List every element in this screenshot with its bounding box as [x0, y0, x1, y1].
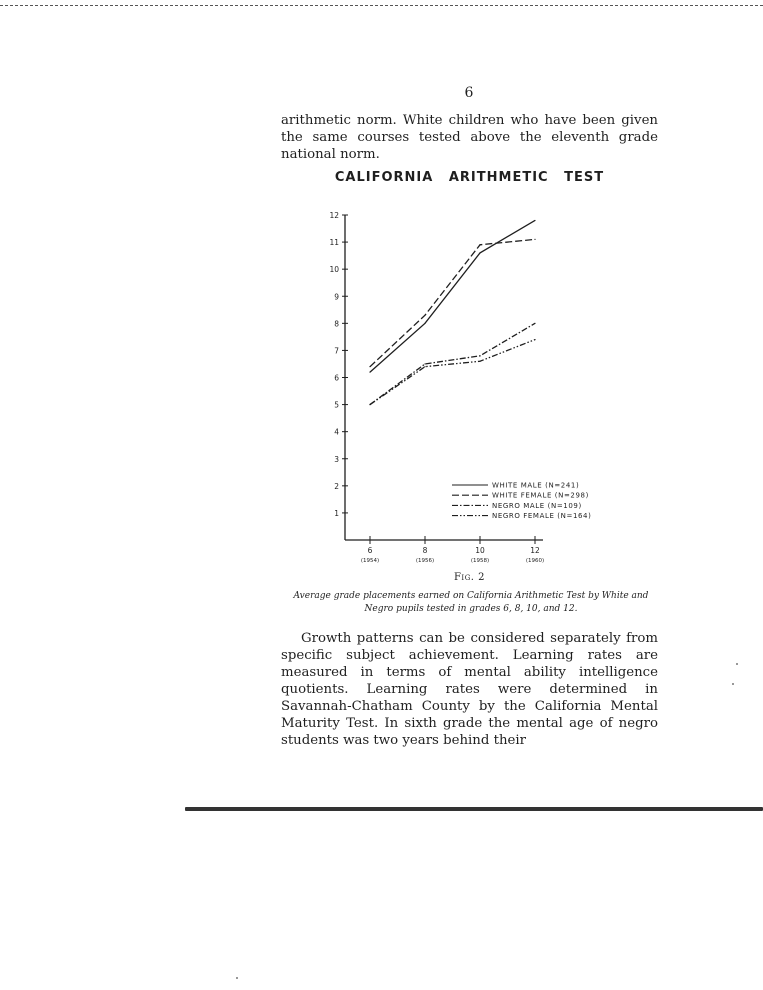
data-point — [369, 371, 370, 372]
chart-axes — [329, 211, 544, 564]
y-tick-label: 9 — [334, 292, 339, 302]
y-tick-label: 8 — [334, 319, 339, 329]
chart-legend — [452, 482, 591, 521]
data-point — [479, 355, 480, 356]
speck — [732, 683, 734, 685]
figure-label: Fig. 2 — [453, 572, 485, 583]
x-tick-label: 12 — [530, 546, 540, 555]
chart-title: CALIFORNIA ARITHMETIC TEST — [334, 170, 605, 185]
y-tick-label: 6 — [334, 373, 339, 383]
y-tick-label: 4 — [334, 427, 339, 437]
data-point — [424, 323, 425, 324]
x-tick-sublabel: (1954) — [360, 558, 380, 564]
speck — [736, 663, 738, 665]
figure-caption: Average grade placements earned on California Arithmetic Test by White and Negro pupils tested in grades 6, 8, 10, and 12. — [293, 591, 649, 614]
legend-label-2: WHITE FEMALE (N=298) — [492, 491, 589, 500]
y-tick-label: 11 — [329, 238, 339, 248]
data-point — [424, 366, 425, 367]
y-tick-label: 7 — [334, 346, 339, 356]
x-tick-sublabel: (1960) — [525, 558, 545, 564]
data-point — [479, 252, 480, 253]
paragraph-bottom: Growth patterns can be considered separately from specific subject achievement. Learning rates are measured in terms of mental ability intelligence quotients. Learning rates were determined in Savannah-Chatham County by the California Mental Maturity Test. In sixth grade the mental age of negro students was two years behind their — [281, 631, 658, 748]
data-point — [424, 315, 425, 316]
data-point — [479, 244, 480, 245]
x-tick-label: 10 — [475, 546, 485, 555]
y-tick-label: 12 — [329, 211, 339, 220]
y-tick-label: 10 — [329, 265, 339, 275]
data-point — [534, 339, 535, 340]
data-point — [424, 363, 425, 364]
x-tick-sublabel: (1956) — [415, 558, 435, 564]
y-tick-label: 2 — [334, 481, 339, 491]
data-point — [534, 323, 535, 324]
legend-label-1: WHITE MALE (N=241) — [492, 481, 580, 490]
data-point — [534, 220, 535, 221]
x-tick-sublabel: (1958) — [470, 558, 490, 564]
speck — [236, 977, 238, 979]
legend-label-4: NEGRO FEMALE (N=164) — [492, 512, 592, 521]
data-point — [369, 366, 370, 367]
paragraph-top: arithmetic norm. White children who have been given the same courses tested above the eleventh grade national norm. — [281, 113, 658, 162]
top-border — [0, 0, 763, 6]
x-tick-label: 8 — [422, 546, 428, 555]
y-tick-label: 5 — [334, 400, 339, 410]
y-tick-label: 1 — [334, 508, 339, 518]
data-point — [369, 404, 370, 405]
y-tick-label: 3 — [334, 454, 339, 464]
data-point — [479, 361, 480, 362]
data-point — [534, 239, 535, 240]
series-line-2 — [370, 239, 535, 366]
bottom-rule — [185, 807, 763, 811]
x-tick-label: 6 — [367, 546, 373, 555]
line-chart — [300, 200, 630, 572]
page-number: 6 — [464, 85, 474, 101]
chart-plot — [369, 220, 535, 405]
legend-label-3: NEGRO MALE (N=109) — [492, 501, 582, 510]
